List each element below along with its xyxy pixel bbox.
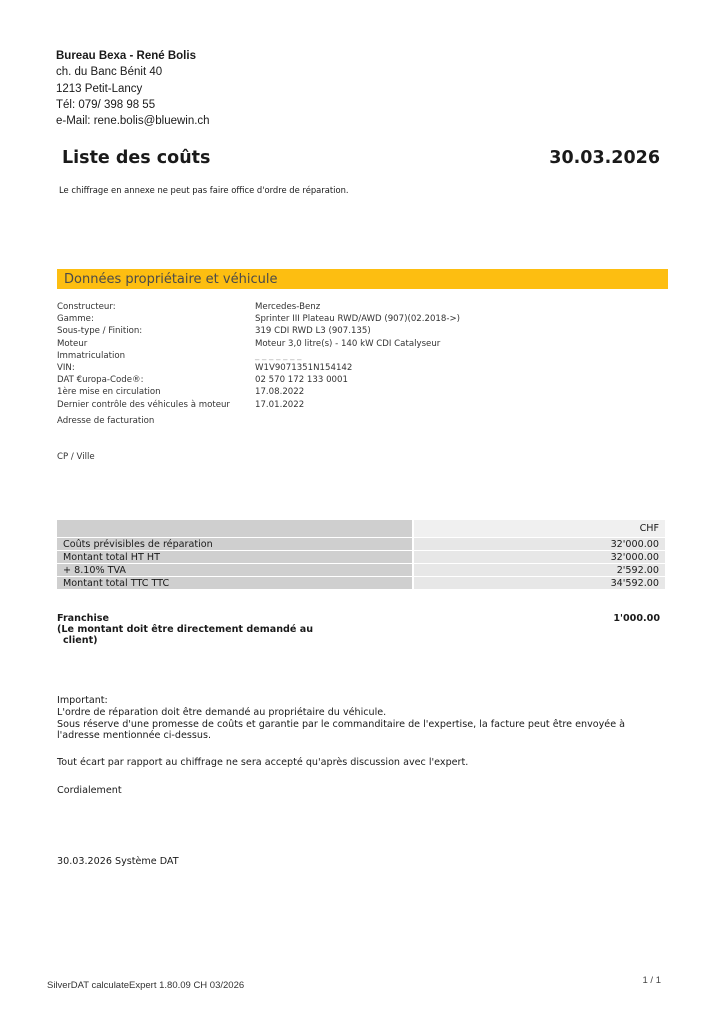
important-notes [57,695,625,742]
sender-phone: Tél: 079/ 398 98 55 [56,98,156,111]
vehicle-value: W1V9071351N154142 [255,363,353,374]
deviation-note: Tout écart par rapport au chiffrage ne sera accepté qu'après discussion avec l'expert. [57,757,469,768]
cost-value: 34'592.00 [413,577,665,590]
sender-city: 1213 Petit-Lancy [56,82,143,95]
important-heading: Important: [57,695,108,706]
vehicle-value: 02 570 172 133 0001 [255,375,348,386]
vehicle-row [57,374,515,386]
page-number: 1 / 1 [642,975,661,986]
vehicle-value: Moteur 3,0 litre(s) - 140 kW CDI Catalyseur [255,338,441,349]
vehicle-row [57,386,515,398]
disclaimer: Le chiffrage en annexe ne peut pas faire office d'ordre de réparation. [59,185,349,195]
important-line: Sous réserve d'une promesse de coûts et garantie par le commanditaire de l'expertise, la facture peut être envoyée à [57,718,626,730]
cost-value: 32'000.00 [413,551,665,564]
footer-system: SilverDAT calculateExpert 1.80.09 CH 03/2026 [47,980,245,991]
section-header-vehicle: Données propriétaire et véhicule [57,269,668,289]
page-title: Liste des coûts [62,148,211,168]
currency-header: CHF [413,520,665,538]
costs-header-label [57,520,413,538]
important-line: l'adresse mentionnée ci-dessus. [57,730,212,742]
table-row [57,577,665,590]
vehicle-value: 17.01.2022 [255,399,305,410]
cost-label: Coûts prévisibles de réparation [57,538,413,551]
vehicle-label: DAT €uropa-Code®: [57,375,144,386]
cost-label: Montant total HT HT [57,551,413,564]
signature-line: 30.03.2026 Système DAT [57,856,179,867]
franchise-note-cont: client) [63,635,98,646]
vehicle-row [57,362,515,374]
sender-address [56,48,210,129]
postcode-city-label: CP / Ville [57,452,95,462]
vehicle-label: 1ère mise en circulation [57,387,161,398]
billing-address-label: Adresse de facturation [57,416,155,426]
franchise-amount: 1'000.00 [613,613,660,624]
vehicle-label: Gamme: [57,314,94,325]
cost-label: + 8.10% TVA [57,564,413,577]
vehicle-row [57,338,515,350]
cost-value: 32'000.00 [413,538,665,551]
cost-label: Montant total TTC TTC [57,577,413,590]
vehicle-row [57,313,515,325]
vehicle-value: Mercedes-Benz [255,302,321,312]
vehicle-label: Moteur [57,338,88,349]
closing: Cordialement [57,785,122,796]
vehicle-label: Dernier contrôle des véhicules à moteur [57,399,230,410]
vehicle-label: Constructeur: [57,302,116,312]
vehicle-row [57,399,515,411]
table-row [57,538,665,551]
vehicle-row [57,301,515,313]
sender-email: e-Mail: rene.bolis@bluewin.ch [56,115,210,128]
vehicle-value: Sprinter III Plateau RWD/AWD (907)(02.2018->) [255,314,461,325]
vehicle-value: 319 CDI RWD L3 (907.135) [255,326,371,337]
costs-header-row [57,520,665,538]
vehicle-value: 17.08.2022 [255,387,305,398]
vehicle-label: Immatriculation [57,350,126,361]
franchise-note: (Le montant doit être directement demandé au [57,624,314,635]
vehicle-row [57,350,515,362]
table-row [57,564,665,577]
cost-value: 2'592.00 [413,564,665,577]
sender-street: ch. du Banc Bénit 40 [56,66,163,79]
franchise-label [57,613,313,646]
important-line: L'ordre de réparation doit être demandé au propriétaire du véhicule. [57,706,387,718]
document-date: 30.03.2026 [549,148,660,168]
vehicle-details [57,301,515,411]
vehicle-value: _ _ _ _ _ _ _ [255,350,302,361]
table-row [57,551,665,564]
vehicle-label: VIN: [57,363,75,374]
costs-table [57,520,665,590]
franchise-title: Franchise [57,613,109,624]
sender-name: Bureau Bexa - René Bolis [56,50,196,62]
vehicle-label: Sous-type / Finition: [57,326,143,337]
vehicle-row [57,325,515,337]
